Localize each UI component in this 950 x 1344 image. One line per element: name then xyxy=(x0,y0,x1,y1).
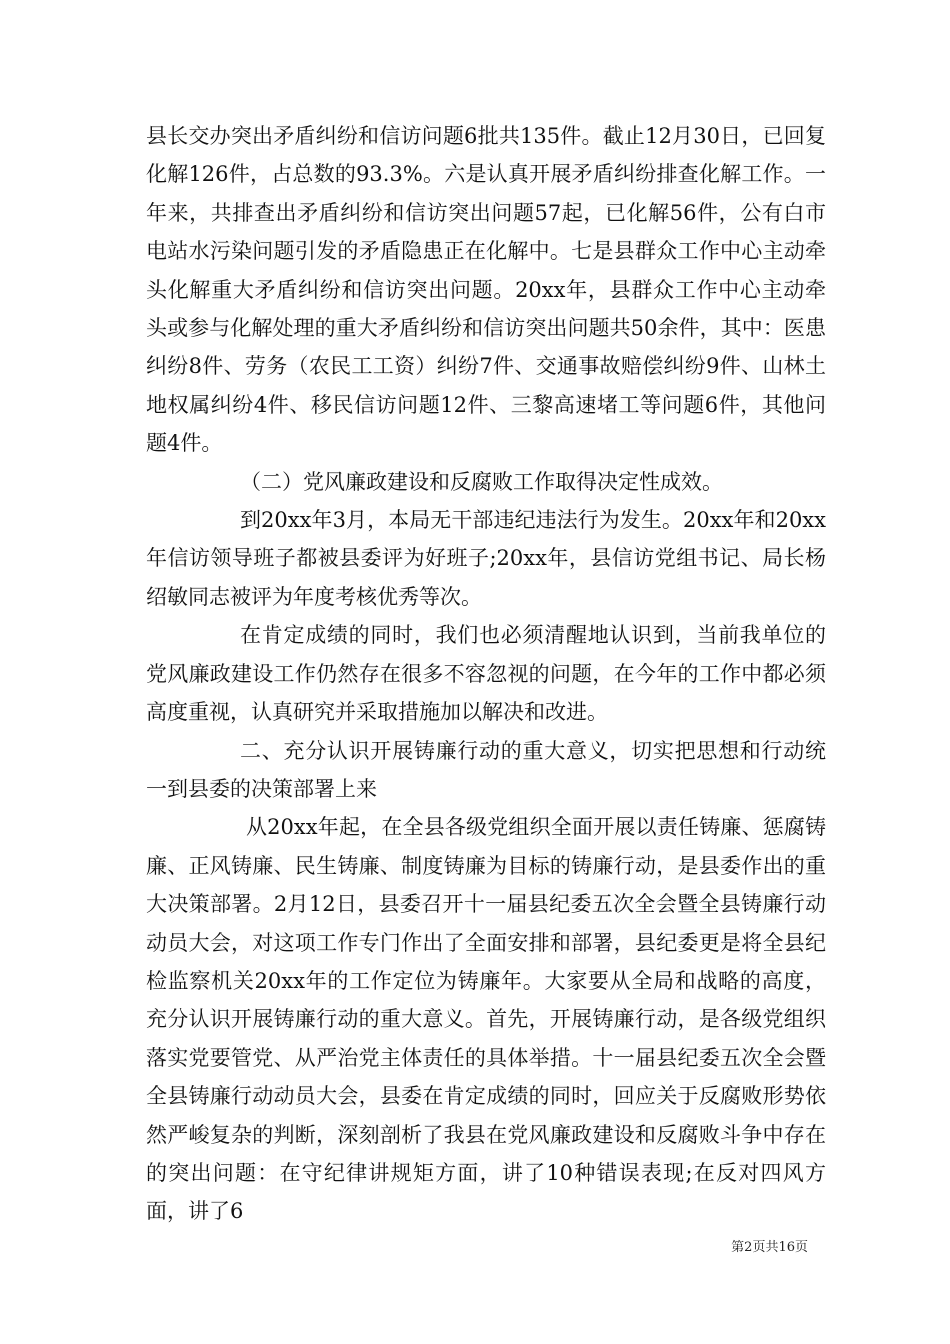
paragraph-problems: 在肯定成绩的同时，我们也必须清醒地认识到，当前我单位的党风廉政建设工作仍然存在很多不容忽视的问题，在今年的工作中都必须高度重视，认真研究并采取措施加以解决和改进。 xyxy=(146,623,826,725)
section-heading-party-conduct: （二）党风廉政建设和反腐败工作取得决定性成效。 xyxy=(240,469,723,494)
document-body xyxy=(146,117,826,1231)
page-number: 第2页共16页 xyxy=(731,1240,808,1255)
paragraph-no-violations: 到20xx年3月，本局无干部违纪违法行为发生。20xx年和20xx年信访领导班子都被县委评为好班子;20xx年，县信访党组书记、局长杨绍敏同志被评为年度考核优秀等次。 xyxy=(146,508,826,609)
section-heading-significance: 二、充分认识开展铸廉行动的重大意义，切实把思想和行动统一到县委的决策部署上来 xyxy=(146,738,826,801)
paragraph-action-plan: 从20xx年起，在全县各级党组织全面开展以责任铸廉、惩腐铸廉、正风铸廉、民生铸廉、制度铸廉为目标的铸廉行动，是县委作出的重大决策部署。2月12日，县委召开十一届县纪委五次全会暨全县铸廉行动动员大会，对这项工作专门作出了全面安排和部署，县纪委更是将全县纪检监察机关20xx年的工作定位为铸廉年。大家要从全局和战略的高度，充分认识开展铸廉行动的重大意义。首先，开展铸廉行动，是各级党组织落实党要管党、从严治党主体责任的具体举措。十一届县纪委五次全会暨全县铸廉行动动员大会，县委在肯定成绩的同时，回应关于反腐败形势依然严峻复杂的判断，深刻剖析了我县在党风廉政建设和反腐败斗争中存在的突出问题：在守纪律讲规矩方面，讲了10种错误表现;在反对四风方面，讲了6 xyxy=(146,815,826,1224)
paragraph-conflict-resolution: 县长交办突出矛盾纠纷和信访问题6批共135件。截止12月30日，已回复化解126件，占总数的93.3%。六是认真开展矛盾纠纷排查化解工作。一年来，共排查出矛盾纠纷和信访突出问题57起，已化解56件，公有白市电站水污染问题引发的矛盾隐患正在化解中。七是县群众工作中心主动牵头化解重大矛盾纠纷和信访突出问题。20xx年，县群众工作中心主动牵头或参与化解处理的重大矛盾纠纷和信访突出问题共50余件，其中：医患纠纷8件、劳务（农民工工资）纠纷7件、交通事故赔偿纠纷9件、山林土地权属纠纷4件、移民信访问题12件、三黎高速堵工等问题6件，其他问题4件。 xyxy=(146,124,826,456)
